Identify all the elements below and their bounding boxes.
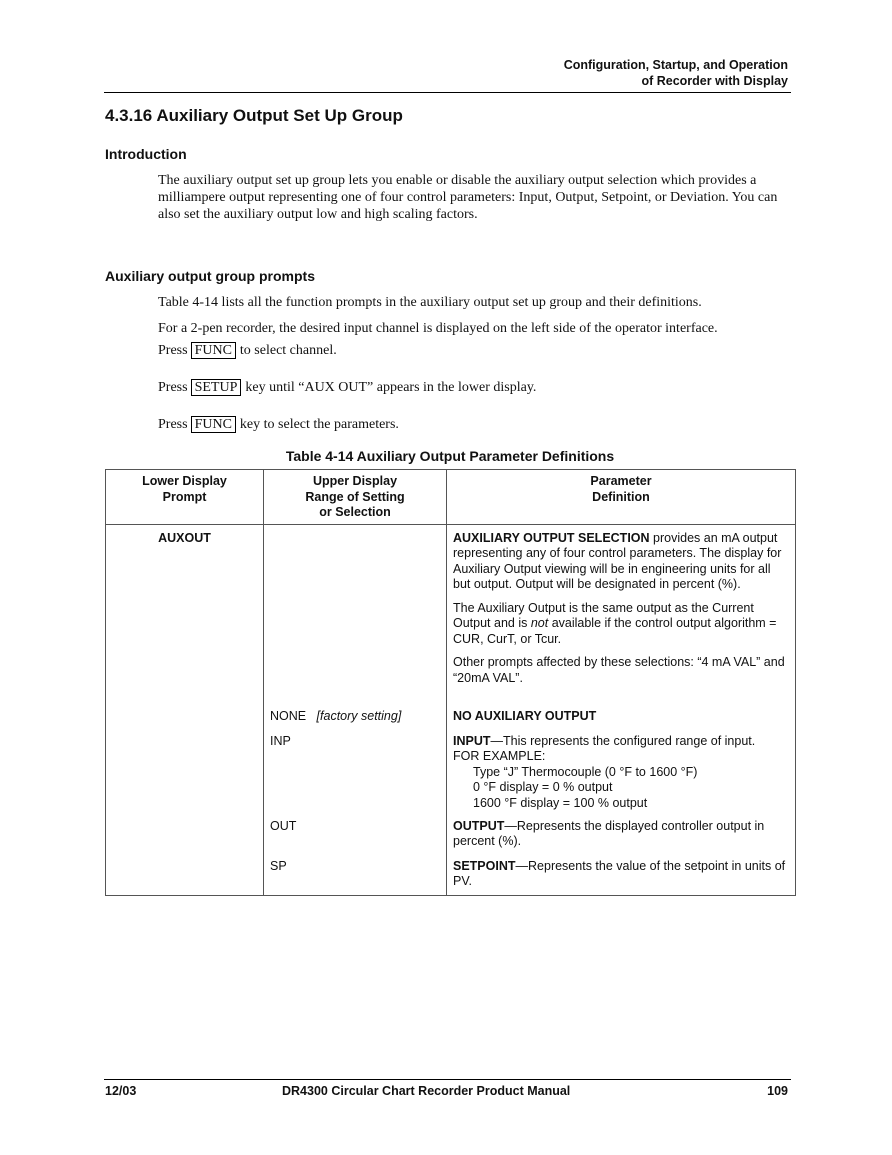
- prompts-heading: Auxiliary output group prompts: [105, 268, 315, 284]
- def-bold: SETPOINT: [453, 858, 516, 873]
- press-func-parameters: [158, 416, 786, 433]
- footer-page-number: 109: [767, 1084, 788, 1098]
- definition-input: [453, 734, 789, 819]
- running-header: [564, 57, 788, 89]
- press-word: Press: [158, 417, 188, 432]
- setting-out: OUT: [270, 818, 297, 833]
- introduction-heading: Introduction: [105, 146, 187, 162]
- footer-manual-title: DR4300 Circular Chart Recorder Product Manual: [282, 1084, 571, 1098]
- header-text: Range of Setting: [305, 489, 405, 504]
- footer-date: 12/03: [105, 1084, 137, 1098]
- header-rule: [104, 92, 791, 93]
- aux-output-selection-def: [453, 531, 789, 593]
- running-header-line2: of Recorder with Display: [641, 74, 788, 88]
- parameter-definitions-table: [105, 469, 796, 896]
- press-func-parameters-text: key to select the parameters.: [239, 417, 399, 432]
- def-bold: AUXILIARY OUTPUT SELECTION: [453, 530, 650, 545]
- header-text: Prompt: [162, 489, 207, 504]
- header-text: or Selection: [319, 505, 391, 519]
- press-word: Press: [158, 343, 188, 358]
- func-key: FUNC: [191, 342, 236, 359]
- setting-sp: SP: [270, 858, 287, 873]
- header-text: Definition: [592, 489, 650, 504]
- table-header-row: [106, 470, 796, 525]
- def-text: provides an mA output representing any of four control parameters. The display for Auxiliary Output viewing will be in engineering units for all but output. Output will be designated in percent (%).: [453, 530, 782, 591]
- def-text: —This represents the configured range of input.: [490, 733, 756, 748]
- table-caption: Table 4-14 Auxiliary Output Parameter Definitions: [285, 448, 615, 464]
- def-emphasis: not: [530, 616, 549, 630]
- definition-output: [453, 819, 789, 859]
- prompt-auxout: AUXOUT: [158, 530, 211, 545]
- header-lower-display-prompt: [106, 470, 264, 525]
- setting-inp: INP: [270, 733, 291, 748]
- affected-prompts-note: Other prompts affected by these selections: “4 mA VAL” and “20mA VAL”.: [453, 655, 785, 685]
- def-text: —Represents the displayed controller output in percent (%).: [453, 818, 765, 848]
- press-func-channel: [158, 342, 786, 359]
- header-upper-display-range: [264, 470, 447, 525]
- factory-setting-note: [factory setting]: [316, 708, 402, 723]
- press-func-channel-text: to select channel.: [239, 343, 337, 358]
- introduction-text: The auxiliary output set up group lets you enable or disable the auxiliary output selection which provides a milliampere output representing one of four control parameters: Input, Output, Setpoint, or Deviation. You can also set the auxiliary output low and high scaling factors.: [158, 173, 778, 222]
- def-bold: INPUT: [453, 733, 491, 748]
- section-title: 4.3.16 Auxiliary Output Set Up Group: [105, 106, 403, 125]
- press-word: Press: [158, 380, 188, 395]
- press-setup-text: key until “AUX OUT” appears in the lower display.: [245, 380, 537, 395]
- input-def-line: [453, 734, 789, 750]
- func-key: FUNC: [191, 416, 236, 433]
- example-line: 1600 °F display = 100 % output: [473, 795, 648, 810]
- prompts-paragraph-1: Table 4-14 lists all the function prompts in the auxiliary output set up group and their definitions.: [158, 295, 702, 310]
- example-line: 0 °F display = 0 % output: [473, 780, 613, 794]
- def-text: available if the control output algorithm = CUR, CurT, or Tcur.: [453, 616, 777, 646]
- setting-none: [270, 709, 440, 734]
- table-row: [106, 524, 796, 895]
- def-bold: NO AUXILIARY OUTPUT: [453, 708, 597, 723]
- setting-none-value: NONE: [270, 708, 307, 723]
- setting-spacer: [270, 531, 440, 709]
- setting-cell: [264, 524, 447, 895]
- definition-intro: [453, 531, 789, 709]
- def-text: The Auxiliary Output is the same output as the Current Output and is: [453, 600, 754, 630]
- example-label: FOR EXAMPLE:: [453, 749, 546, 763]
- example-line: Type “J” Thermocouple (0 °F to 1600 °F): [473, 764, 698, 779]
- definition-setpoint: [453, 859, 789, 890]
- setup-key: SETUP: [191, 379, 242, 396]
- header-text: Upper Display: [312, 474, 398, 488]
- def-text: —Represents the value of the setpoint in units of PV.: [453, 858, 786, 888]
- running-header-line1: Configuration, Startup, and Operation: [563, 58, 788, 72]
- definition-none: [453, 709, 789, 734]
- header-text: Lower Display: [142, 474, 227, 488]
- definition-cell: [447, 524, 796, 895]
- prompts-paragraph-2: For a 2-pen recorder, the desired input channel is displayed on the left side of the operator interface.: [158, 321, 718, 336]
- def-bold: OUTPUT: [453, 818, 505, 833]
- footer-rule: [104, 1079, 791, 1080]
- current-output-note: [453, 601, 789, 648]
- prompt-cell: [106, 524, 264, 895]
- header-parameter-definition: [447, 470, 796, 525]
- header-text: Parameter: [590, 474, 652, 488]
- press-setup-key: [158, 379, 786, 396]
